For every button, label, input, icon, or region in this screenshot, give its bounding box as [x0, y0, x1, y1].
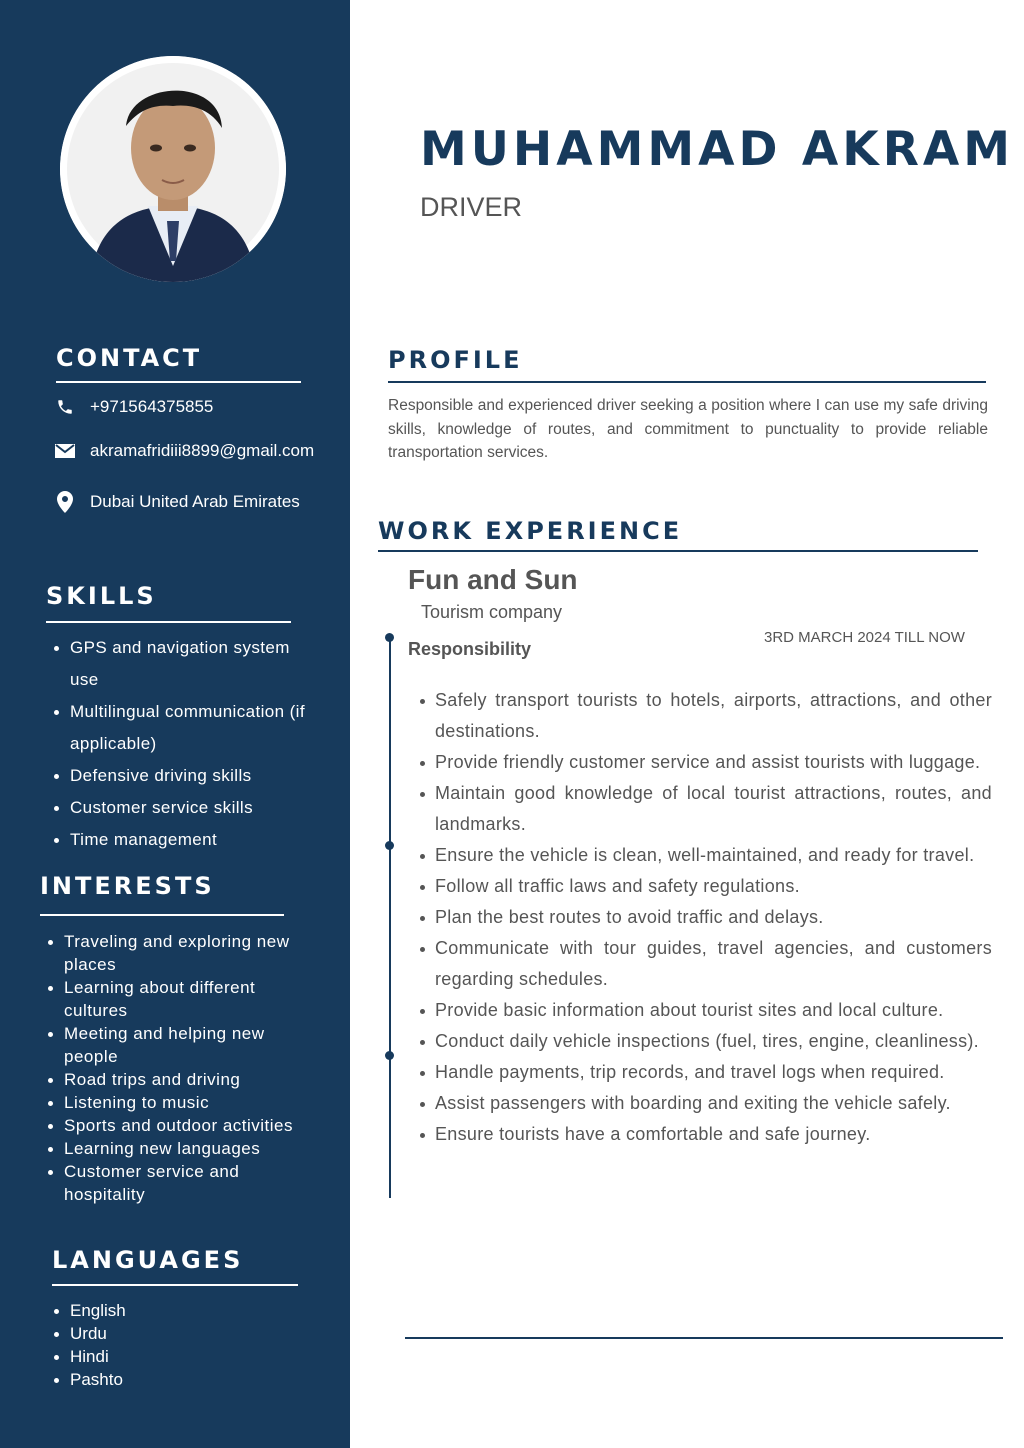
profile-divider [388, 381, 986, 383]
list-item: Ensure tourists have a comfortable and safe journey. [418, 1119, 992, 1150]
employment-date: 3RD MARCH 2024 TILL NOW [764, 629, 965, 646]
contact-heading: CONTACT [56, 344, 203, 372]
list-item: Follow all traffic laws and safety regulations. [418, 871, 992, 902]
contact-location [54, 491, 300, 513]
skills-list [54, 632, 316, 856]
portrait-image [60, 56, 286, 282]
list-item: Listening to music [48, 1091, 306, 1114]
list-item: Pashto [54, 1368, 294, 1391]
sidebar [0, 0, 350, 1448]
languages-heading: LANGUAGES [52, 1246, 244, 1274]
location-text: Dubai United Arab Emirates [90, 492, 300, 511]
list-item: Urdu [54, 1322, 294, 1345]
contact-email [54, 440, 314, 462]
list-item: Hindi [54, 1345, 294, 1368]
responsibility-label: Responsibility [408, 639, 532, 659]
languages-list [54, 1299, 294, 1391]
interests-divider [40, 914, 284, 916]
timeline-dot [385, 841, 394, 850]
skills-heading: SKILLS [46, 582, 157, 610]
contact-divider [56, 381, 301, 383]
work-divider [378, 550, 978, 552]
languages-divider [52, 1284, 298, 1286]
company-name: Fun and Sun [408, 564, 578, 595]
phone-icon [54, 396, 76, 418]
phone-number: +971564375855 [90, 397, 214, 416]
list-item: Assist passengers with boarding and exiting the vehicle safely. [418, 1088, 992, 1119]
list-item: Conduct daily vehicle inspections (fuel, tires, engine, cleanliness). [418, 1026, 992, 1057]
profile-summary: Responsible and experienced driver seeking a position where I can use my safe driving skills, knowledge of routes, and commitment to punctuality to provide reliable transportation services. [388, 397, 988, 461]
list-item: Multilingual communication (if applicable) [54, 696, 316, 760]
job-title: DRIVER [420, 192, 523, 222]
list-item: Learning about different cultures [48, 976, 306, 1022]
timeline-dot [385, 1051, 394, 1060]
map-pin-icon [54, 491, 76, 513]
list-item: Time management [54, 824, 316, 856]
contact-phone [54, 396, 213, 418]
timeline-line [389, 636, 391, 1198]
list-item: Provide friendly customer service and assist tourists with luggage. [418, 747, 992, 778]
list-item: Customer service and hospitality [48, 1160, 306, 1206]
list-item: Customer service skills [54, 792, 316, 824]
list-item: Plan the best routes to avoid traffic and delays. [418, 902, 992, 933]
list-item: GPS and navigation system use [54, 632, 316, 696]
list-item: Learning new languages [48, 1137, 306, 1160]
list-item: Traveling and exploring new places [48, 930, 306, 976]
timeline-dot [385, 633, 394, 642]
company-type: Tourism company [421, 602, 563, 622]
bottom-divider [405, 1337, 1003, 1339]
list-item: Road trips and driving [48, 1068, 306, 1091]
list-item: Defensive driving skills [54, 760, 316, 792]
profile-photo [60, 56, 286, 282]
responsibilities-list [418, 685, 992, 1150]
list-item: Ensure the vehicle is clean, well-maintained, and ready for travel. [418, 840, 992, 871]
envelope-icon [54, 440, 76, 462]
candidate-name: MUHAMMAD AKRAM [420, 122, 1015, 177]
list-item: Safely transport tourists to hotels, airports, attractions, and other destinations. [418, 685, 992, 747]
work-experience-heading: WORK EXPERIENCE [378, 517, 683, 545]
list-item: English [54, 1299, 294, 1322]
list-item: Meeting and helping new people [48, 1022, 306, 1068]
list-item: Maintain good knowledge of local tourist attractions, routes, and landmarks. [418, 778, 992, 840]
list-item: Handle payments, trip records, and travel logs when required. [418, 1057, 992, 1088]
interests-heading: INTERESTS [40, 872, 215, 900]
skills-divider [46, 621, 291, 623]
list-item: Sports and outdoor activities [48, 1114, 306, 1137]
email-address: akramafridiii8899@gmail.com [90, 441, 315, 460]
list-item: Communicate with tour guides, travel agencies, and customers regarding schedules. [418, 933, 992, 995]
profile-heading: PROFILE [388, 346, 523, 374]
list-item: Provide basic information about tourist sites and local culture. [418, 995, 992, 1026]
interests-list [48, 930, 306, 1206]
